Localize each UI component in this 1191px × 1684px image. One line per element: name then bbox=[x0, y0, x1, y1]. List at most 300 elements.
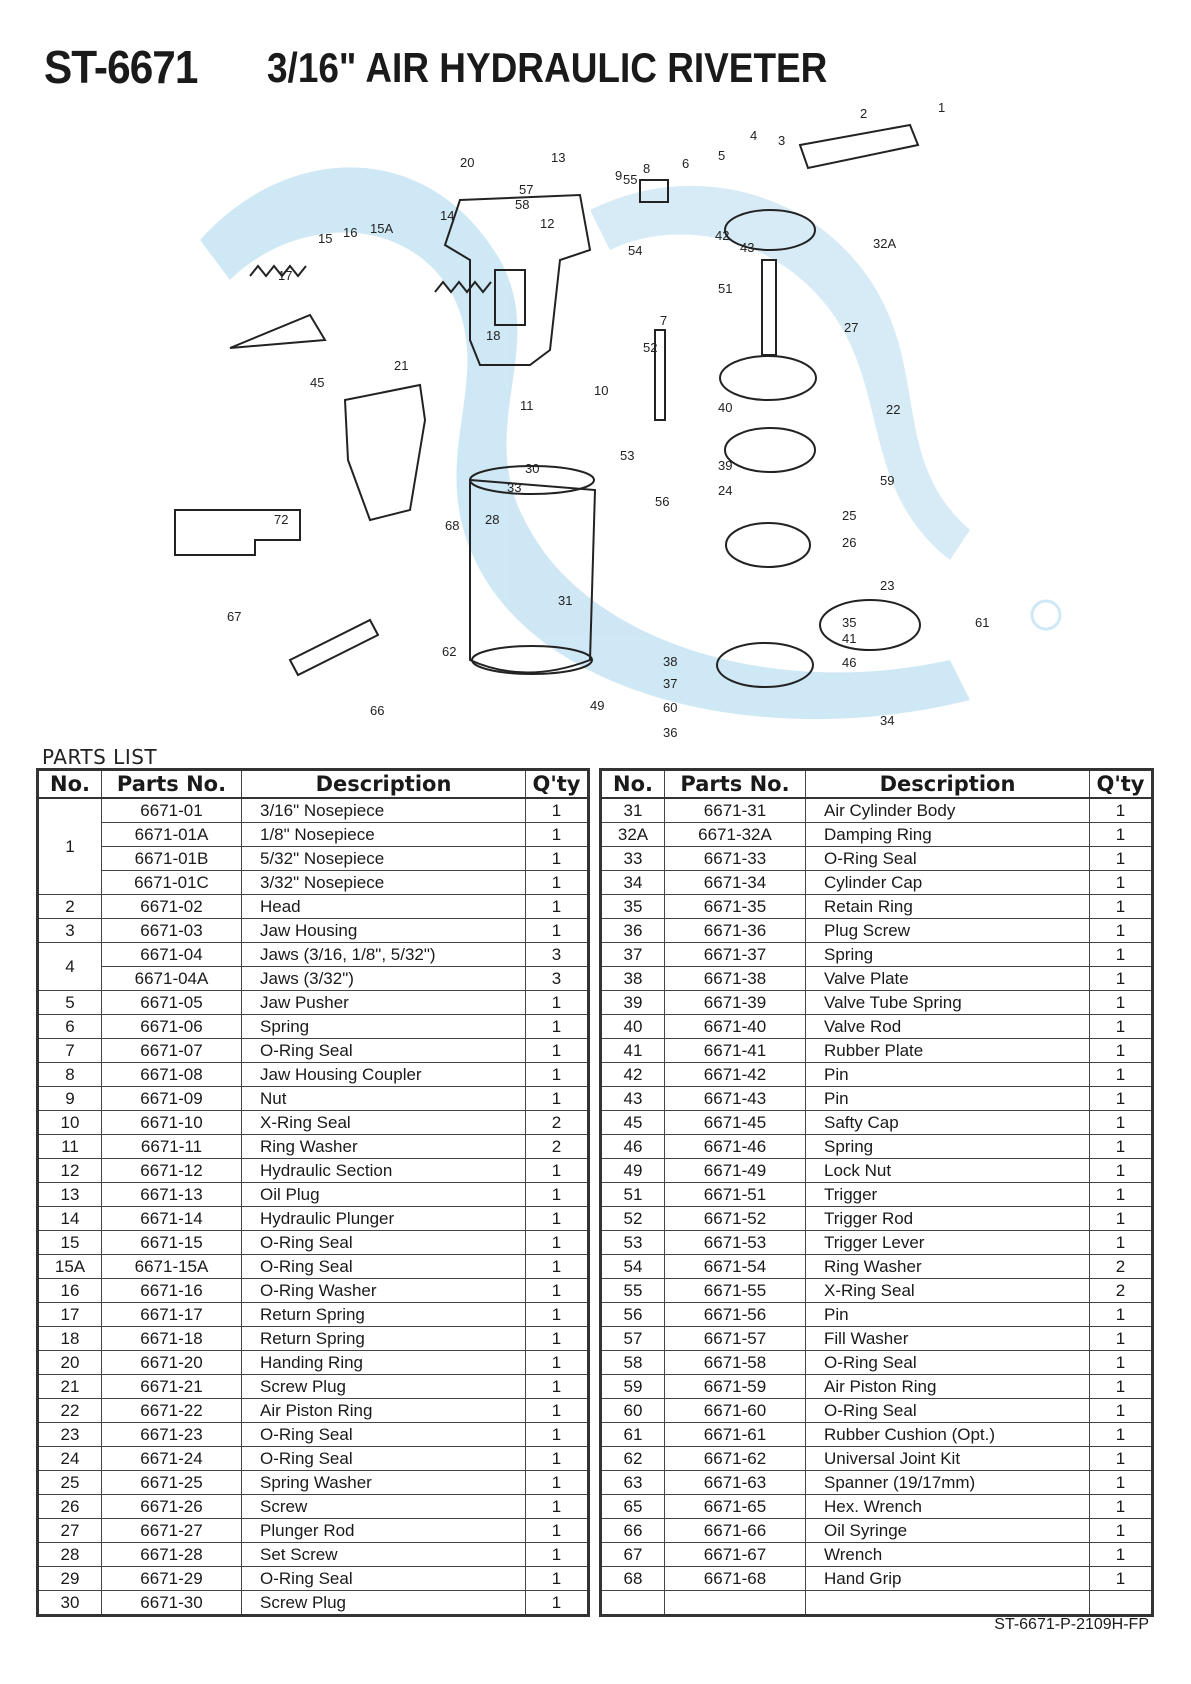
cell-description: O-Ring Seal bbox=[242, 1255, 526, 1279]
table-row bbox=[38, 967, 589, 991]
cell-parts-no: 6671-35 bbox=[665, 895, 806, 919]
cell-parts-no: 6671-40 bbox=[665, 1015, 806, 1039]
cell-no: 5 bbox=[38, 991, 102, 1015]
cell-qty: 1 bbox=[1090, 991, 1153, 1015]
cell-qty: 1 bbox=[526, 1543, 589, 1567]
callout-label: 30 bbox=[525, 461, 540, 476]
cell-qty: 1 bbox=[1090, 1135, 1153, 1159]
cell-parts-no: 6671-27 bbox=[102, 1519, 242, 1543]
cell-parts-no: 6671-54 bbox=[665, 1255, 806, 1279]
table-row bbox=[38, 1327, 589, 1351]
table-row bbox=[38, 1279, 589, 1303]
table-row bbox=[38, 1255, 589, 1279]
cell-qty: 1 bbox=[526, 1231, 589, 1255]
callout-label: 68 bbox=[445, 518, 460, 533]
cell-qty: 1 bbox=[526, 1279, 589, 1303]
cell-qty: 1 bbox=[1090, 1519, 1153, 1543]
cell-no: 42 bbox=[601, 1063, 665, 1087]
cell-description: Spring bbox=[242, 1015, 526, 1039]
table-row bbox=[38, 943, 589, 967]
cell-qty: 3 bbox=[526, 967, 589, 991]
cell-no: 39 bbox=[601, 991, 665, 1015]
table-row bbox=[601, 1471, 1153, 1495]
cell-no: 60 bbox=[601, 1399, 665, 1423]
cell-description: Air Cylinder Body bbox=[806, 798, 1090, 823]
cell-description: Pin bbox=[806, 1063, 1090, 1087]
cell-description: Rubber Plate bbox=[806, 1039, 1090, 1063]
cell-no: 40 bbox=[601, 1015, 665, 1039]
cell-no: 8 bbox=[38, 1063, 102, 1087]
cell-no: 66 bbox=[601, 1519, 665, 1543]
cell-qty: 1 bbox=[526, 1063, 589, 1087]
cell-description: Screw Plug bbox=[242, 1375, 526, 1399]
cell-description: 5/32" Nosepiece bbox=[242, 847, 526, 871]
cell-parts-no: 6671-07 bbox=[102, 1039, 242, 1063]
callout-label: 38 bbox=[663, 654, 678, 669]
cell-parts-no: 6671-25 bbox=[102, 1471, 242, 1495]
cell-description: Wrench bbox=[806, 1543, 1090, 1567]
table-row bbox=[601, 1543, 1153, 1567]
cell-no: 11 bbox=[38, 1135, 102, 1159]
cell-no: 26 bbox=[38, 1495, 102, 1519]
table-row bbox=[601, 1423, 1153, 1447]
cell-qty: 1 bbox=[1090, 1183, 1153, 1207]
cell-parts-no: 6671-05 bbox=[102, 991, 242, 1015]
table-row bbox=[38, 1519, 589, 1543]
cell-description: 3/16" Nosepiece bbox=[242, 798, 526, 823]
cell-description: Air Piston Ring bbox=[806, 1375, 1090, 1399]
callout-label: 46 bbox=[842, 655, 857, 670]
cell-no: 53 bbox=[601, 1231, 665, 1255]
cell-no: 45 bbox=[601, 1111, 665, 1135]
cell-parts-no: 6671-04 bbox=[102, 943, 242, 967]
cell-description: Valve Plate bbox=[806, 967, 1090, 991]
cell-parts-no: 6671-15A bbox=[102, 1255, 242, 1279]
table-row bbox=[601, 1495, 1153, 1519]
cell-parts-no: 6671-38 bbox=[665, 967, 806, 991]
callout-label: 12 bbox=[540, 216, 555, 231]
cell-qty: 1 bbox=[526, 1351, 589, 1375]
cell-qty: 3 bbox=[526, 943, 589, 967]
cell-no: 41 bbox=[601, 1039, 665, 1063]
table-row bbox=[38, 1111, 589, 1135]
callout-label: 52 bbox=[643, 340, 658, 355]
cell-parts-no: 6671-42 bbox=[665, 1063, 806, 1087]
cell-description: Pin bbox=[806, 1303, 1090, 1327]
cell-qty: 1 bbox=[526, 895, 589, 919]
callout-label: 8 bbox=[643, 161, 651, 176]
cell-parts-no: 6671-31 bbox=[665, 798, 806, 823]
cell-description: Set Screw bbox=[242, 1543, 526, 1567]
cell-description: Trigger bbox=[806, 1183, 1090, 1207]
callout-label: 60 bbox=[663, 700, 678, 715]
column-header-description: Description bbox=[242, 770, 526, 799]
cell-no: 15 bbox=[38, 1231, 102, 1255]
cell-qty: 2 bbox=[1090, 1255, 1153, 1279]
cell-qty: 1 bbox=[1090, 1567, 1153, 1591]
cell-description: Cylinder Cap bbox=[806, 871, 1090, 895]
cell-no: 22 bbox=[38, 1399, 102, 1423]
cell-description: Screw Plug bbox=[242, 1591, 526, 1616]
cell-qty: 1 bbox=[526, 1183, 589, 1207]
cell-parts-no: 6671-15 bbox=[102, 1231, 242, 1255]
callout-label: 18 bbox=[486, 328, 501, 343]
cell-no: 61 bbox=[601, 1423, 665, 1447]
table-row bbox=[601, 1135, 1153, 1159]
cell-qty: 1 bbox=[1090, 1399, 1153, 1423]
cell-parts-no: 6671-49 bbox=[665, 1159, 806, 1183]
table-row bbox=[601, 823, 1153, 847]
cell-qty: 1 bbox=[1090, 871, 1153, 895]
cell-description: O-Ring Seal bbox=[242, 1423, 526, 1447]
cell-qty: 1 bbox=[526, 919, 589, 943]
callout-label: 42 bbox=[715, 228, 730, 243]
callout-label: 1 bbox=[938, 100, 946, 115]
callout-label: 43 bbox=[740, 240, 755, 255]
cell-no: 54 bbox=[601, 1255, 665, 1279]
parts-table-left bbox=[36, 768, 590, 1617]
cell-description: O-Ring Seal bbox=[242, 1567, 526, 1591]
cell-no: 6 bbox=[38, 1015, 102, 1039]
callout-label: 22 bbox=[886, 402, 901, 417]
callout-label: 61 bbox=[975, 615, 990, 630]
cell-parts-no: 6671-20 bbox=[102, 1351, 242, 1375]
cell-qty: 2 bbox=[526, 1111, 589, 1135]
cell-qty: 1 bbox=[526, 847, 589, 871]
table-row bbox=[38, 1543, 589, 1567]
cell-parts-no: 6671-61 bbox=[665, 1423, 806, 1447]
cell-qty: 1 bbox=[526, 1591, 589, 1616]
table-row bbox=[601, 1351, 1153, 1375]
cell-description: Screw bbox=[242, 1495, 526, 1519]
cell-parts-no: 6671-26 bbox=[102, 1495, 242, 1519]
cell-description: Damping Ring bbox=[806, 823, 1090, 847]
cell-qty: 1 bbox=[1090, 1423, 1153, 1447]
cell-no: 67 bbox=[601, 1543, 665, 1567]
cell-parts-no: 6671-01 bbox=[102, 798, 242, 823]
callout-label: 33 bbox=[507, 480, 522, 495]
cell-no: 31 bbox=[601, 798, 665, 823]
cell-no: 7 bbox=[38, 1039, 102, 1063]
cell-parts-no: 6671-41 bbox=[665, 1039, 806, 1063]
cell-description: Valve Rod bbox=[806, 1015, 1090, 1039]
cell-no: 10 bbox=[38, 1111, 102, 1135]
column-header-parts-no: Parts No. bbox=[665, 770, 806, 799]
callout-label: 6 bbox=[682, 156, 690, 171]
cell-parts-no: 6671-59 bbox=[665, 1375, 806, 1399]
cell-qty: 1 bbox=[526, 1567, 589, 1591]
cell-qty: 1 bbox=[1090, 1543, 1153, 1567]
cell-parts-no: 6671-30 bbox=[102, 1591, 242, 1616]
cell-qty: 1 bbox=[1090, 1495, 1153, 1519]
cell-parts-no: 6671-11 bbox=[102, 1135, 242, 1159]
callout-label: 40 bbox=[718, 400, 733, 415]
cell-qty: 1 bbox=[526, 1159, 589, 1183]
cell-qty: 1 bbox=[1090, 1207, 1153, 1231]
cell-parts-no: 6671-56 bbox=[665, 1303, 806, 1327]
cell-no: 13 bbox=[38, 1183, 102, 1207]
cell-parts-no: 6671-58 bbox=[665, 1351, 806, 1375]
cell-parts-no: 6671-55 bbox=[665, 1279, 806, 1303]
cell-no: 58 bbox=[601, 1351, 665, 1375]
cell-qty: 2 bbox=[526, 1135, 589, 1159]
table-row bbox=[38, 1063, 589, 1087]
cell-parts-no: 6671-67 bbox=[665, 1543, 806, 1567]
callout-label: 58 bbox=[515, 197, 530, 212]
cell-parts-no: 6671-32A bbox=[665, 823, 806, 847]
table-row bbox=[601, 1231, 1153, 1255]
cell-qty: 1 bbox=[526, 1039, 589, 1063]
cell-qty: 1 bbox=[526, 1015, 589, 1039]
callout-label: 34 bbox=[880, 713, 895, 728]
table-row bbox=[38, 1471, 589, 1495]
table-row bbox=[601, 1159, 1153, 1183]
cell-qty: 1 bbox=[526, 1399, 589, 1423]
cell-description: Trigger Rod bbox=[806, 1207, 1090, 1231]
cell-description bbox=[806, 1591, 1090, 1616]
cell-description: Return Spring bbox=[242, 1303, 526, 1327]
cell-qty: 1 bbox=[526, 871, 589, 895]
callout-label: 28 bbox=[485, 512, 500, 527]
cell-description: Valve Tube Spring bbox=[806, 991, 1090, 1015]
cell-parts-no: 6671-06 bbox=[102, 1015, 242, 1039]
cell-description: 1/8" Nosepiece bbox=[242, 823, 526, 847]
callout-label: 7 bbox=[660, 313, 668, 328]
cell-description: O-Ring Seal bbox=[806, 847, 1090, 871]
cell-parts-no: 6671-29 bbox=[102, 1567, 242, 1591]
cell-qty: 1 bbox=[1090, 1087, 1153, 1111]
cell-qty: 1 bbox=[1090, 847, 1153, 871]
cell-qty: 1 bbox=[526, 1303, 589, 1327]
callout-label: 16 bbox=[343, 225, 358, 240]
cell-no: 34 bbox=[601, 871, 665, 895]
cell-no: 37 bbox=[601, 943, 665, 967]
cell-parts-no: 6671-53 bbox=[665, 1231, 806, 1255]
callout-label: 35 bbox=[842, 615, 857, 630]
cell-parts-no: 6671-02 bbox=[102, 895, 242, 919]
cell-parts-no: 6671-18 bbox=[102, 1327, 242, 1351]
cell-description: Ring Washer bbox=[806, 1255, 1090, 1279]
cell-parts-no: 6671-13 bbox=[102, 1183, 242, 1207]
callout-label: 14 bbox=[440, 208, 455, 223]
table-row bbox=[601, 1183, 1153, 1207]
cell-qty: 1 bbox=[1090, 1471, 1153, 1495]
cell-description: Jaws (3/32") bbox=[242, 967, 526, 991]
cell-parts-no: 6671-57 bbox=[665, 1327, 806, 1351]
cell-description: Ring Washer bbox=[242, 1135, 526, 1159]
cell-parts-no: 6671-52 bbox=[665, 1207, 806, 1231]
cell-parts-no: 6671-22 bbox=[102, 1399, 242, 1423]
cell-qty: 1 bbox=[526, 798, 589, 823]
cell-no: 4 bbox=[38, 943, 102, 991]
cell-description: Oil Plug bbox=[242, 1183, 526, 1207]
cell-qty: 1 bbox=[1090, 798, 1153, 823]
cell-parts-no: 6671-28 bbox=[102, 1543, 242, 1567]
table-row bbox=[601, 1087, 1153, 1111]
cell-parts-no: 6671-60 bbox=[665, 1399, 806, 1423]
column-header-qty: Q'ty bbox=[1090, 770, 1153, 799]
page-title: 3/16" AIR HYDRAULIC RIVETER bbox=[267, 44, 828, 91]
callout-label: 21 bbox=[394, 358, 409, 373]
table-row bbox=[601, 967, 1153, 991]
table-row bbox=[38, 1591, 589, 1616]
cell-description: O-Ring Seal bbox=[242, 1231, 526, 1255]
table-row bbox=[601, 1567, 1153, 1591]
cell-parts-no: 6671-39 bbox=[665, 991, 806, 1015]
cell-qty: 1 bbox=[1090, 1015, 1153, 1039]
table-row bbox=[38, 1015, 589, 1039]
cell-parts-no: 6671-63 bbox=[665, 1471, 806, 1495]
callout-label: 57 bbox=[519, 182, 534, 197]
cell-description: Handing Ring bbox=[242, 1351, 526, 1375]
cell-no: 36 bbox=[601, 919, 665, 943]
callout-label: 49 bbox=[590, 698, 605, 713]
cell-no: 49 bbox=[601, 1159, 665, 1183]
cell-description: Spring bbox=[806, 943, 1090, 967]
cell-no bbox=[601, 1591, 665, 1616]
callout-label: 51 bbox=[718, 281, 733, 296]
cell-qty: 2 bbox=[1090, 1279, 1153, 1303]
cell-description: O-Ring Seal bbox=[806, 1351, 1090, 1375]
parts-list-label: PARTS LIST bbox=[42, 745, 158, 769]
table-row bbox=[601, 1375, 1153, 1399]
callout-label: 15 bbox=[318, 231, 333, 246]
callout-label: 11 bbox=[520, 398, 534, 413]
cell-parts-no bbox=[665, 1591, 806, 1616]
callout-label: 67 bbox=[227, 609, 242, 624]
callout-label: 25 bbox=[842, 508, 857, 523]
table-row bbox=[601, 847, 1153, 871]
cell-parts-no: 6671-23 bbox=[102, 1423, 242, 1447]
table-row bbox=[601, 1303, 1153, 1327]
cell-description: X-Ring Seal bbox=[242, 1111, 526, 1135]
callout-label: 13 bbox=[551, 150, 566, 165]
table-row bbox=[38, 1183, 589, 1207]
table-row bbox=[601, 943, 1153, 967]
cell-no: 52 bbox=[601, 1207, 665, 1231]
cell-no: 21 bbox=[38, 1375, 102, 1399]
cell-no: 43 bbox=[601, 1087, 665, 1111]
cell-qty: 1 bbox=[526, 1327, 589, 1351]
callout-label: 55 bbox=[623, 172, 638, 187]
cell-no: 27 bbox=[38, 1519, 102, 1543]
cell-description: Jaw Pusher bbox=[242, 991, 526, 1015]
cell-qty: 1 bbox=[1090, 1063, 1153, 1087]
cell-description: Rubber Cushion (Opt.) bbox=[806, 1423, 1090, 1447]
column-header-description: Description bbox=[806, 770, 1090, 799]
cell-parts-no: 6671-03 bbox=[102, 919, 242, 943]
cell-no: 68 bbox=[601, 1567, 665, 1591]
callout-label: 31 bbox=[558, 593, 573, 608]
cell-description: X-Ring Seal bbox=[806, 1279, 1090, 1303]
table-row bbox=[601, 1399, 1153, 1423]
cell-no: 25 bbox=[38, 1471, 102, 1495]
cell-no: 29 bbox=[38, 1567, 102, 1591]
cell-description: Plug Screw bbox=[806, 919, 1090, 943]
cell-description: Safty Cap bbox=[806, 1111, 1090, 1135]
cell-no: 3 bbox=[38, 919, 102, 943]
table-row bbox=[38, 1087, 589, 1111]
cell-parts-no: 6671-01C bbox=[102, 871, 242, 895]
cell-parts-no: 6671-04A bbox=[102, 967, 242, 991]
cell-description: Spring bbox=[806, 1135, 1090, 1159]
cell-description: O-Ring Seal bbox=[806, 1399, 1090, 1423]
table-row bbox=[38, 1423, 589, 1447]
cell-parts-no: 6671-14 bbox=[102, 1207, 242, 1231]
cell-no: 18 bbox=[38, 1327, 102, 1351]
cell-qty: 1 bbox=[1090, 1231, 1153, 1255]
cell-qty: 1 bbox=[1090, 1159, 1153, 1183]
callout-label: 17 bbox=[278, 268, 293, 283]
column-header-no: No. bbox=[601, 770, 665, 799]
cell-parts-no: 6671-10 bbox=[102, 1111, 242, 1135]
cell-parts-no: 6671-66 bbox=[665, 1519, 806, 1543]
cell-qty: 1 bbox=[526, 1255, 589, 1279]
cell-no: 12 bbox=[38, 1159, 102, 1183]
table-row bbox=[38, 1375, 589, 1399]
callout-label: 27 bbox=[844, 320, 859, 335]
callout-label: 37 bbox=[663, 676, 678, 691]
cell-qty: 1 bbox=[526, 823, 589, 847]
cell-description: Oil Syringe bbox=[806, 1519, 1090, 1543]
cell-description: Hydraulic Section bbox=[242, 1159, 526, 1183]
cell-description: Lock Nut bbox=[806, 1159, 1090, 1183]
callout-label: 62 bbox=[442, 644, 457, 659]
callout-label: 53 bbox=[620, 448, 635, 463]
cell-no: 51 bbox=[601, 1183, 665, 1207]
cell-no: 46 bbox=[601, 1135, 665, 1159]
table-row bbox=[38, 991, 589, 1015]
cell-description: O-Ring Seal bbox=[242, 1447, 526, 1471]
model-number: ST-6671 bbox=[44, 41, 198, 93]
callout-label: 5 bbox=[718, 148, 726, 163]
cell-qty: 1 bbox=[526, 1207, 589, 1231]
cell-no: 28 bbox=[38, 1543, 102, 1567]
cell-description: Jaws (3/16, 1/8", 5/32") bbox=[242, 943, 526, 967]
cell-qty: 1 bbox=[1090, 1039, 1153, 1063]
column-header-no: No. bbox=[38, 770, 102, 799]
table-row bbox=[38, 798, 589, 823]
table-row bbox=[38, 919, 589, 943]
table-row bbox=[601, 1015, 1153, 1039]
callout-label: 3 bbox=[778, 133, 786, 148]
cell-no: 62 bbox=[601, 1447, 665, 1471]
table-row bbox=[38, 823, 589, 847]
cell-qty: 1 bbox=[1090, 1375, 1153, 1399]
cell-qty: 1 bbox=[526, 1447, 589, 1471]
cell-qty: 1 bbox=[526, 1087, 589, 1111]
cell-description: Trigger Lever bbox=[806, 1231, 1090, 1255]
cell-no: 9 bbox=[38, 1087, 102, 1111]
cell-description: Hand Grip bbox=[806, 1567, 1090, 1591]
cell-no: 65 bbox=[601, 1495, 665, 1519]
cell-qty: 1 bbox=[1090, 1447, 1153, 1471]
cell-no: 56 bbox=[601, 1303, 665, 1327]
table-row bbox=[601, 1207, 1153, 1231]
cell-parts-no: 6671-34 bbox=[665, 871, 806, 895]
table-row bbox=[38, 1495, 589, 1519]
callout-label: 59 bbox=[880, 473, 895, 488]
table-row bbox=[38, 1159, 589, 1183]
callout-label: 54 bbox=[628, 243, 643, 258]
cell-description: Jaw Housing bbox=[242, 919, 526, 943]
table-row bbox=[38, 1135, 589, 1159]
callout-label: 32A bbox=[873, 236, 897, 251]
table-row bbox=[38, 1399, 589, 1423]
cell-description: Spanner (19/17mm) bbox=[806, 1471, 1090, 1495]
cell-no: 16 bbox=[38, 1279, 102, 1303]
cell-qty: 1 bbox=[1090, 823, 1153, 847]
